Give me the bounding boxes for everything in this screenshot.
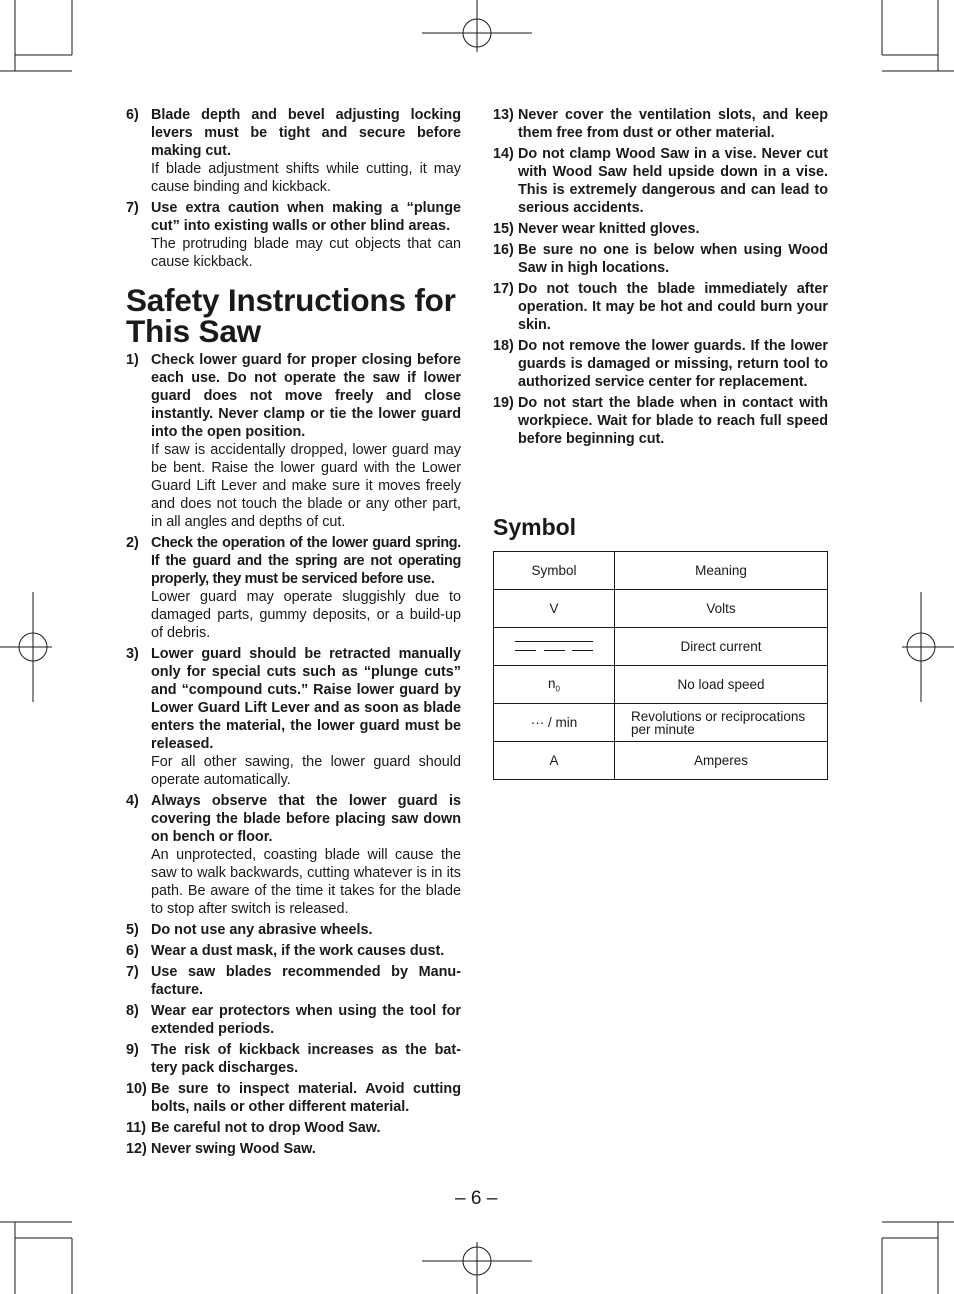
list-item: 13) Never cover the ventilation slots, and keep them free from dust or other material. [493, 107, 828, 141]
list-item: 14) Do not clamp Wood Saw in a vise. Never cut with Wood Saw held upside down in a vise. This is extremely dangerous and can lead to serious accidents. [493, 146, 828, 216]
symbol-cell: V [494, 590, 615, 628]
list-item: 3) Lower guard should be retracted manually only for special cuts such as “plunge cuts” and “compound cuts.” Raise lower guard by Lower Guard Lift Lever and as soon as blade enters the material, the lower guard must be released. For all other sawing, the lower guard should operate automatically. [126, 646, 461, 788]
list-item: 16) Be sure no one is below when using Wood Saw in high locations. [493, 242, 828, 276]
meaning-cell: Amperes [615, 742, 828, 780]
list-item: 8) Wear ear protectors when using the tool for extended periods. [126, 1003, 461, 1037]
meaning-cell: Revolutions or reciprocations per minute [615, 704, 828, 742]
list-item: 7) Use saw blades recommended by Manu-facture. [126, 964, 461, 998]
list-item: 1) Check lower guard for proper closing before each use. Do not operate the saw if lower guard does not move freely and close instantly. Never clamp or tie the lower guard into the open position. If saw is accidentally dropped, lower guard may be bent. Raise the lower guard with the Lower Guard Lift Lever and make sure it moves freely and does not touch the blade or any other part, in all angles and depths of cut. [126, 352, 461, 530]
section-title: Safety Instructions for This Saw [126, 282, 456, 349]
symbol-heading: Symbol [493, 514, 577, 540]
meaning-cell: Direct current [615, 628, 828, 666]
list-item: 18) Do not remove the lower guards. If the lower guards is damaged or missing, return tool to authorized service center for replacement. [493, 338, 828, 390]
list-item: 19) Do not start the blade when in contact with workpiece. Wait for blade to reach full speed before beginning cut. [493, 395, 828, 447]
table-row [494, 742, 828, 780]
list-item: 10) Be sure to inspect material. Avoid cutting bolts, nails or other different material. [126, 1081, 461, 1115]
list-item: 5) Do not use any abrasive wheels. [126, 922, 373, 938]
symbol-cell: A [494, 742, 615, 780]
list-item: 4) Always observe that the lower guard is covering the blade before placing saw down on bench or floor. An unprotected, coasting blade will cause the saw to walk backwards, cutting whatever is in its path. Be aware of the time it takes for the blade to stop after switch is released. [126, 793, 461, 917]
meaning-cell: Volts [615, 590, 828, 628]
list-item: 11) Be careful not to drop Wood Saw. [126, 1120, 381, 1136]
symbol-cell [494, 628, 615, 666]
list-item: 15) Never wear knitted gloves. [493, 221, 700, 237]
list-item: 7) Use extra caution when making a “plunge cut” into existing walls or other blind areas. The protruding blade may cut objects that can cause kickback. [126, 200, 461, 270]
list-item: 12) Never swing Wood Saw. [126, 1141, 316, 1157]
table-row [494, 666, 828, 704]
left-column [126, 106, 461, 1161]
table-row [494, 590, 828, 628]
symbol-cell: ··· / min [494, 704, 615, 742]
table-row [494, 628, 828, 666]
symbol-cell: $n_0$ [494, 666, 615, 704]
table-row [494, 704, 828, 742]
symbol-table [493, 551, 828, 780]
meaning-cell: No load speed [615, 666, 828, 704]
list-item: 6) Wear a dust mask, if the work causes dust. [126, 943, 445, 959]
table-header-row [494, 552, 828, 590]
list-item: 9) The risk of kickback increases as the bat-tery pack discharges. [126, 1042, 461, 1076]
header-symbol: Symbol [494, 552, 615, 590]
header-meaning: Meaning [615, 552, 828, 590]
list-item: 6) Blade depth and bevel adjusting locking levers must be tight and secure before making cut. If blade adjustment shifts while cutting, it may cause binding and kickback. [126, 107, 461, 195]
page-number: – 6 – [455, 1188, 498, 1209]
direct-current-icon [515, 641, 593, 651]
list-item: 17) Do not touch the blade immediately after operation. It may be hot and could burn your skin. [493, 281, 828, 333]
list-item: 2) Check the operation of the lower guard spring. If the guard and the spring are not operating properly, they must be serviced before use. Lower guard may operate sluggishly due to damaged parts, gummy deposits, or a build-up of debris. [126, 535, 461, 641]
right-column [493, 106, 828, 451]
